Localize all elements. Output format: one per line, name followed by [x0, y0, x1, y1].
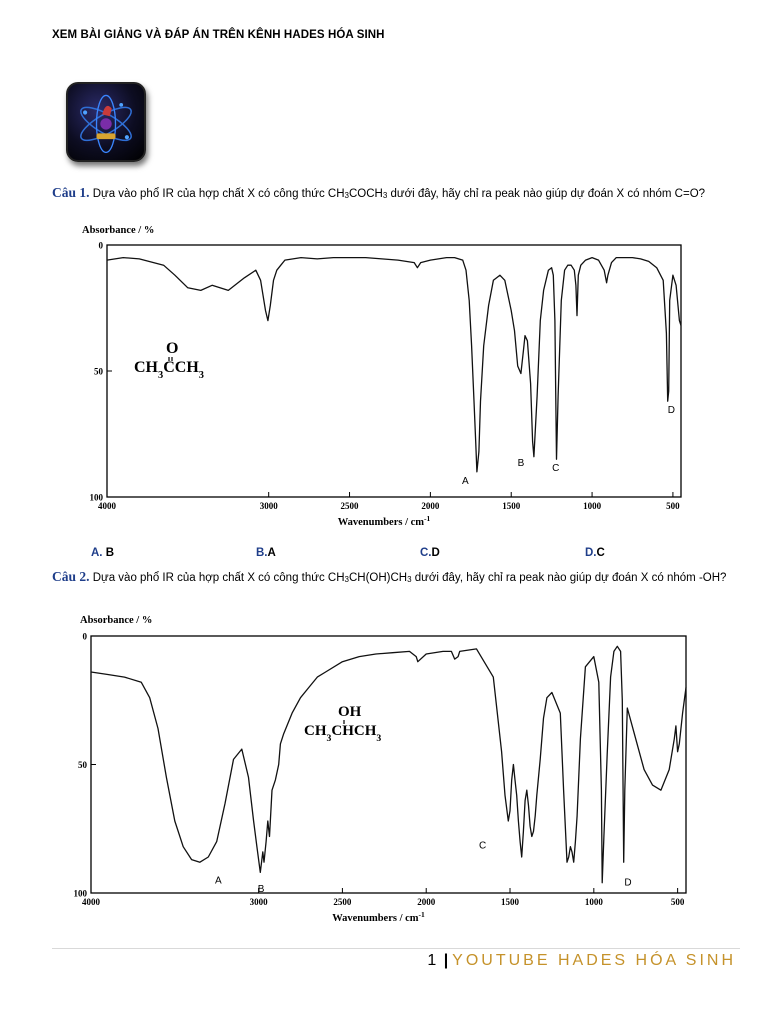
- page-footer: 1 | YOUTUBE HADES HÓA SINH: [427, 952, 736, 969]
- ir-spectrum-2: [66, 603, 703, 935]
- peak-label-d: D: [624, 877, 632, 889]
- formula-top-group: OH: [338, 704, 362, 720]
- page-number: 1: [427, 952, 437, 969]
- x-axis-label: Wavenumbers / $cm^{-1}$: [337, 513, 431, 528]
- y-axis-label: Absorbance / %: [82, 225, 155, 236]
- x-tick-label: 500: [670, 897, 685, 907]
- x-tick-label: 2000: [421, 501, 440, 511]
- formula-top-group: O: [166, 340, 179, 357]
- peak-label-d: D: [667, 405, 676, 417]
- channel-logo: [66, 82, 146, 162]
- x-tick-label: 3000: [249, 897, 268, 907]
- peak-label-b: B: [517, 458, 525, 470]
- footer-divider: [52, 948, 740, 949]
- question-1: [52, 185, 732, 203]
- x-axis-label: Wavenumbers / $cm^{-1}$: [332, 909, 425, 924]
- option-c[interactable]: C.D: [420, 547, 440, 559]
- structural-formula: $CH_3CHCH_3$: [304, 723, 382, 744]
- x-tick-label: 4000: [98, 501, 116, 511]
- question-1-text: Dựa vào phổ IR của hợp chất X có công thức $CH_3COCH_3$ dưới đây, hãy chỉ ra peak nào giúp dự đoán X có nhóm C=O?: [89, 188, 706, 200]
- x-tick-label: 4000: [82, 897, 100, 907]
- answer-options: [0, 547, 768, 563]
- spectrum-line: [91, 646, 686, 882]
- question-2: [52, 569, 732, 587]
- atom-logo-icon: [68, 84, 144, 160]
- peak-label-c: C: [552, 463, 560, 475]
- question-1-label: Câu 1.: [52, 185, 90, 200]
- y-tick-label: 50: [78, 760, 87, 770]
- x-tick-label: 1500: [501, 897, 520, 907]
- x-tick-label: 2500: [333, 897, 352, 907]
- y-tick-label: 0: [98, 240, 103, 251]
- question-2-label: Câu 2.: [52, 569, 90, 584]
- x-tick-label: 1500: [502, 501, 521, 511]
- option-b[interactable]: B.A: [256, 547, 276, 559]
- x-tick-label: 500: [666, 501, 680, 511]
- structural-formula: $CH_3CCH_3$: [134, 359, 204, 381]
- question-2-text: Dựa vào phổ IR của hợp chất X có công thức $CH_3CH(OH)CH_3$ dưới đây, hãy chỉ ra peak nào giúp dự đoán X có nhóm -OH?: [89, 572, 727, 584]
- peak-label-a: A: [461, 476, 469, 488]
- y-tick-label: 50: [94, 366, 103, 377]
- peak-label-a: A: [215, 875, 222, 887]
- x-tick-label: 2500: [340, 501, 359, 511]
- option-a[interactable]: A. B: [91, 547, 114, 559]
- page-header: XEM BÀI GIẢNG VÀ ĐÁP ÁN TRÊN KÊNH HADES HÓA SINH: [52, 29, 385, 41]
- x-tick-label: 1000: [583, 501, 602, 511]
- peak-label-c: C: [478, 840, 487, 852]
- y-tick-label: 100: [89, 492, 103, 503]
- x-tick-label: 2000: [417, 897, 436, 907]
- y-tick-label: 0: [82, 631, 87, 642]
- option-d[interactable]: D.C: [585, 547, 605, 559]
- y-axis-label: Absorbance / %: [80, 615, 153, 626]
- footer-text: YOUTUBE HADES HÓA SINH: [452, 952, 736, 969]
- x-tick-label: 1000: [584, 897, 603, 907]
- ir-spectrum-1: [52, 220, 690, 535]
- peak-label-b: B: [257, 884, 265, 896]
- x-tick-label: 3000: [259, 501, 278, 511]
- y-tick-label: 100: [73, 888, 87, 899]
